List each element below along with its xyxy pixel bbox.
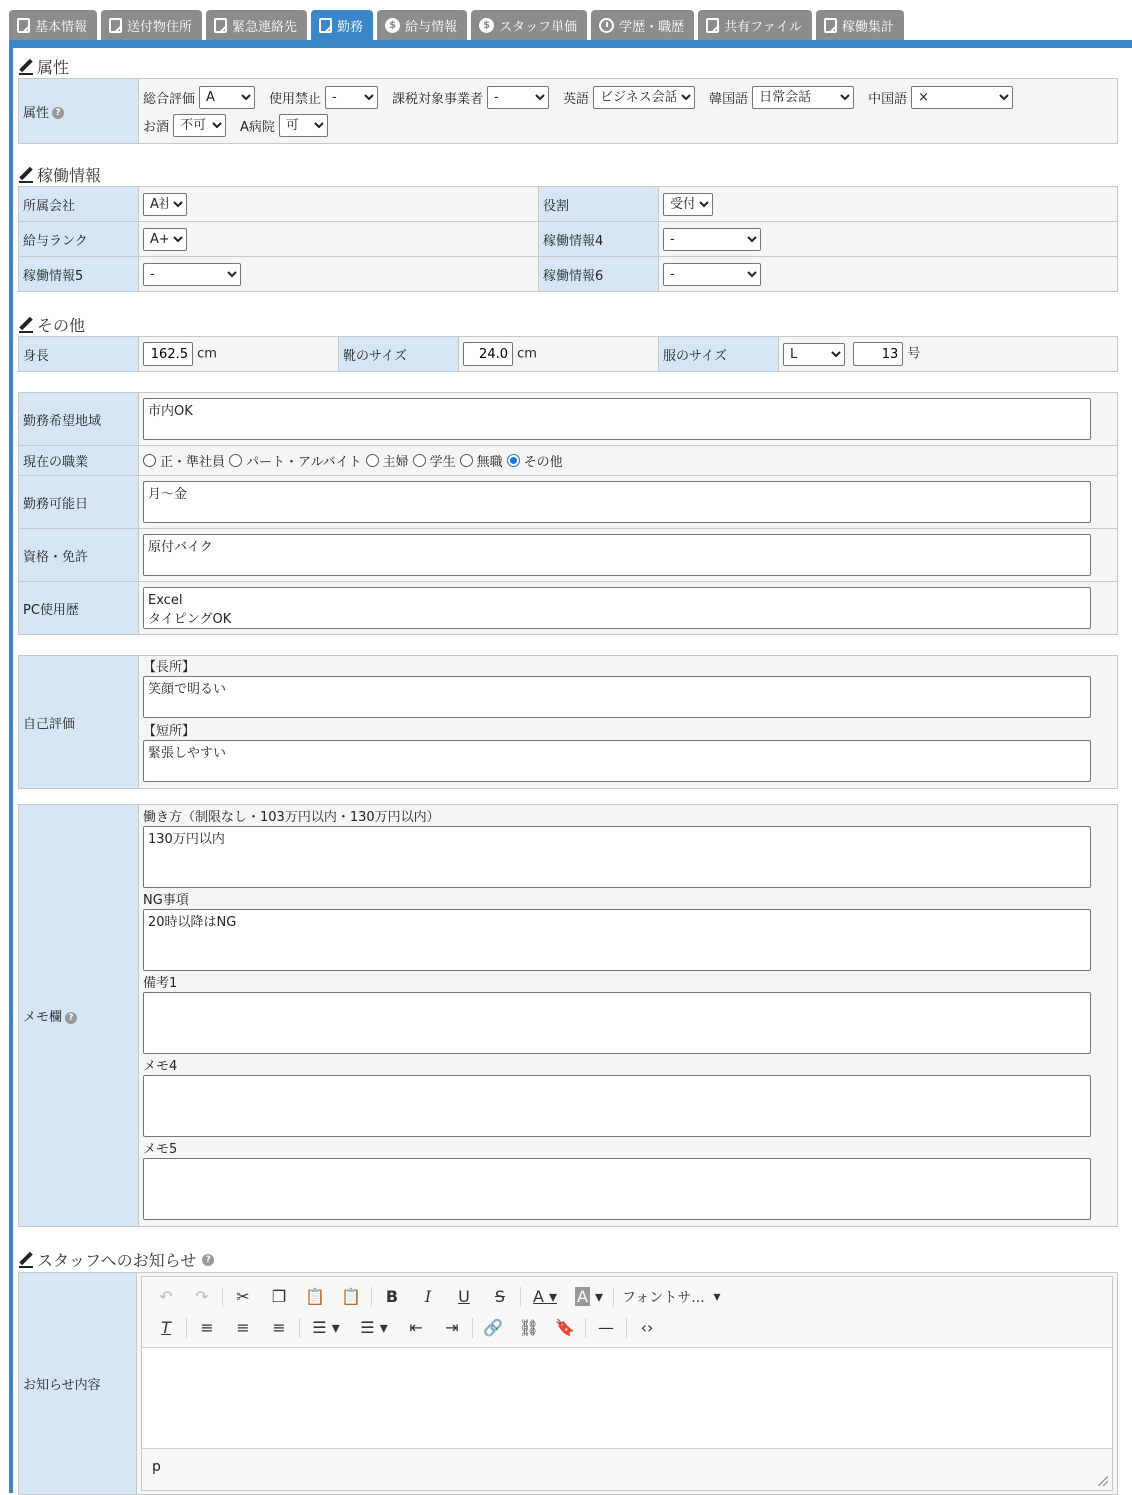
- paste-text-icon[interactable]: 📋: [341, 1287, 361, 1306]
- korean-select[interactable]: [752, 86, 854, 109]
- overall-rating-select[interactable]: [199, 86, 255, 109]
- clothes-size-label: 服のサイズ: [659, 337, 779, 372]
- chinese-select[interactable]: [911, 86, 1013, 109]
- horizontal-rule-icon[interactable]: —: [598, 1318, 614, 1337]
- tab-label: 稼働集計: [841, 19, 894, 35]
- license-label: 資格・免許: [19, 529, 139, 582]
- shoe-size-unit: cm: [517, 346, 537, 362]
- background-color-icon[interactable]: A ▾: [576, 1287, 604, 1306]
- help-icon[interactable]: ?: [65, 1012, 77, 1024]
- work-info5-label: 稼働情報5: [19, 257, 139, 292]
- help-icon[interactable]: ?: [202, 1254, 214, 1266]
- pencil-icon: [18, 167, 34, 183]
- strength-textarea[interactable]: [143, 676, 1091, 718]
- job-radio-0[interactable]: [143, 454, 156, 467]
- text-color-icon[interactable]: A ▾: [532, 1287, 558, 1306]
- paste-icon[interactable]: 📋: [305, 1287, 325, 1306]
- section-heading-notice: スタッフへのお知らせ ?: [18, 1248, 214, 1271]
- field-label: 中国語: [868, 91, 908, 107]
- bullet-list-icon[interactable]: ☰ ▾: [312, 1318, 340, 1337]
- area-textarea[interactable]: [143, 398, 1091, 440]
- tab-work[interactable]: [311, 10, 373, 40]
- dollar-icon: $: [385, 18, 400, 33]
- align-right-icon[interactable]: ≡: [272, 1318, 286, 1337]
- toolbar-separator: [520, 1287, 521, 1307]
- tab-education-career[interactable]: [591, 10, 694, 40]
- element-path[interactable]: p: [152, 1459, 161, 1475]
- pc-textarea[interactable]: [143, 587, 1091, 629]
- days-label: 勤務可能日: [19, 476, 139, 529]
- toolbar-separator: [613, 1287, 614, 1307]
- undo-icon[interactable]: ↶: [159, 1287, 173, 1306]
- field-label: 総合評価: [143, 91, 196, 107]
- tab-bar: [9, 10, 904, 40]
- align-center-icon[interactable]: ≡: [236, 1318, 250, 1337]
- shoe-size-label: 靴のサイズ: [339, 337, 459, 372]
- taxable-business-select[interactable]: [487, 86, 549, 109]
- align-left-icon[interactable]: ≡: [200, 1318, 214, 1337]
- company-select[interactable]: [143, 193, 187, 216]
- unlink-icon[interactable]: ⛓: [518, 1318, 540, 1337]
- tab-label: 共有ファイル: [724, 19, 802, 35]
- notice-table: [18, 1272, 1118, 1495]
- editor-statusbar: [142, 1448, 1112, 1490]
- toolbar-separator: [186, 1318, 187, 1338]
- tab-shared-files[interactable]: [698, 10, 812, 40]
- job-radio-5[interactable]: [507, 454, 520, 467]
- other-table: [18, 336, 1118, 372]
- field-label: 英語: [563, 91, 590, 107]
- rich-text-editor: [141, 1276, 1113, 1491]
- edit-icon: [706, 18, 719, 33]
- clothes-number-input[interactable]: [853, 342, 903, 366]
- clothes-size-select[interactable]: [783, 343, 845, 366]
- toolbar-separator: [371, 1287, 372, 1307]
- job-radio-3[interactable]: [413, 454, 426, 467]
- work-info-table: [18, 186, 1118, 292]
- copy-icon[interactable]: ❐: [271, 1287, 287, 1306]
- bold-icon[interactable]: B: [385, 1287, 399, 1306]
- pencil-icon: [18, 317, 34, 333]
- memo-label: メモ欄 ?: [19, 805, 139, 1227]
- height-input[interactable]: [143, 342, 193, 366]
- tab-label: 給与情報: [405, 19, 458, 35]
- clock-icon: [599, 18, 614, 33]
- cut-icon[interactable]: ✂: [236, 1287, 250, 1306]
- note1-textarea[interactable]: [143, 992, 1091, 1054]
- work-style-textarea[interactable]: [143, 826, 1091, 888]
- job-radio-2[interactable]: [366, 454, 379, 467]
- job-radio-4[interactable]: [460, 454, 473, 467]
- tab-label: 勤務: [337, 19, 364, 35]
- height-label: 身長: [19, 337, 139, 372]
- role-label: 役割: [539, 187, 659, 222]
- strength-label: 【長所】: [143, 660, 196, 675]
- memo5-label: メモ5: [143, 1141, 178, 1157]
- license-textarea[interactable]: [143, 534, 1091, 576]
- outdent-icon[interactable]: ⇤: [409, 1318, 423, 1337]
- pc-label: PC使用歴: [19, 582, 139, 635]
- tab-staff-rate[interactable]: [471, 10, 587, 40]
- toolbar-separator: [585, 1318, 586, 1338]
- edit-icon: [214, 18, 227, 33]
- tab-label: スタッフ単価: [499, 19, 578, 35]
- section-heading-other: その他: [18, 313, 85, 336]
- tab-label: 学歴・職歴: [619, 19, 685, 35]
- section-heading-attributes: 属性: [18, 55, 69, 78]
- job-radio-1[interactable]: [229, 454, 242, 467]
- area-label: 勤務希望地域: [19, 393, 139, 446]
- pencil-icon: [18, 1252, 34, 1268]
- dollar-icon: $: [479, 18, 494, 33]
- editor-content-area[interactable]: [142, 1348, 1112, 1448]
- edit-icon: [17, 18, 30, 33]
- tab-shipping-address[interactable]: [101, 10, 202, 40]
- work-info5-select[interactable]: [143, 263, 241, 286]
- tab-basic-info[interactable]: [9, 10, 97, 40]
- weakness-textarea[interactable]: [143, 740, 1091, 782]
- field-label: 使用禁止: [269, 91, 322, 107]
- toolbar-separator: [299, 1318, 300, 1338]
- work-info4-select[interactable]: [663, 228, 761, 251]
- attributes-table: [18, 78, 1118, 144]
- tab-label: 緊急連絡先: [232, 19, 298, 35]
- row-label: 属性 ?: [19, 79, 139, 144]
- shoe-size-input[interactable]: [463, 342, 513, 366]
- salary-rank-select[interactable]: [143, 228, 187, 251]
- underline-icon[interactable]: U: [458, 1287, 470, 1306]
- tab-label: 基本情報: [35, 19, 88, 35]
- numbered-list-icon[interactable]: ☰ ▾: [360, 1318, 388, 1337]
- help-icon[interactable]: ?: [52, 107, 64, 119]
- tab-label: 送付物住所: [127, 19, 193, 35]
- toolbar-separator: [626, 1318, 627, 1338]
- field-label: A病院: [240, 119, 275, 135]
- ng-label: NG事項: [143, 892, 189, 908]
- bookmark-icon[interactable]: 🔖: [555, 1318, 575, 1337]
- font-size-dropdown[interactable]: フォントサ... ▾: [622, 1288, 721, 1306]
- tab-work-summary[interactable]: [816, 10, 904, 40]
- work-info6-select[interactable]: [663, 263, 761, 286]
- section-heading-work-info: 稼働情報: [18, 163, 101, 186]
- note1-label: 備考1: [143, 975, 178, 991]
- ban-select[interactable]: [325, 86, 378, 109]
- italic-icon[interactable]: I: [424, 1287, 432, 1306]
- work-style-label: 働き方（制限なし・103万円以内・130万円以内）: [143, 809, 440, 825]
- source-code-icon[interactable]: ‹›: [640, 1318, 654, 1337]
- editor-toolbar: [142, 1277, 1112, 1348]
- alcohol-select[interactable]: [173, 114, 226, 137]
- salary-rank-label: 給与ランク: [19, 222, 139, 257]
- english-select[interactable]: [593, 86, 695, 109]
- link-icon[interactable]: 🔗: [483, 1318, 503, 1337]
- clothes-unit: 号: [907, 346, 921, 362]
- company-label: 所属会社: [19, 187, 139, 222]
- role-select[interactable]: [663, 193, 713, 216]
- toolbar-separator: [222, 1287, 223, 1307]
- pencil-icon: [18, 59, 34, 75]
- notice-label: お知らせ内容: [19, 1273, 137, 1495]
- self-eval-label: 自己評価: [19, 656, 139, 789]
- tab-salary-info[interactable]: [377, 10, 467, 40]
- memo4-label: メモ4: [143, 1058, 178, 1074]
- strikethrough-icon[interactable]: S: [494, 1287, 506, 1306]
- edit-icon: [109, 18, 122, 33]
- job-radio-group: 正・準社員 パート・アルバイト 主婦 学生 無職 その他: [143, 451, 563, 470]
- hospital-a-select[interactable]: [279, 114, 328, 137]
- toolbar-separator: [472, 1318, 473, 1338]
- work-info6-label: 稼働情報6: [539, 257, 659, 292]
- resize-handle-icon[interactable]: [1098, 1476, 1108, 1486]
- redo-icon[interactable]: ↷: [195, 1287, 209, 1306]
- work-info4-label: 稼働情報4: [539, 222, 659, 257]
- weakness-label: 【短所】: [143, 724, 196, 739]
- content-left-border: [9, 48, 13, 1493]
- field-label: 韓国語: [709, 91, 749, 107]
- work-prefs-table: [18, 392, 1118, 635]
- tab-emergency-contact[interactable]: [206, 10, 307, 40]
- indent-icon[interactable]: ⇥: [445, 1318, 459, 1337]
- self-eval-table: [18, 655, 1118, 789]
- days-textarea[interactable]: [143, 481, 1091, 523]
- edit-icon: [319, 18, 332, 33]
- edit-icon: [824, 18, 837, 33]
- memo-table: [18, 804, 1118, 1227]
- clear-format-icon[interactable]: T: [161, 1318, 171, 1337]
- height-unit: cm: [197, 346, 217, 362]
- memo4-textarea[interactable]: [143, 1075, 1091, 1137]
- field-label: お酒: [143, 119, 170, 135]
- memo5-textarea[interactable]: [143, 1158, 1091, 1220]
- ng-textarea[interactable]: [143, 909, 1091, 971]
- job-label: 現在の職業: [19, 446, 139, 476]
- tab-underline: [9, 40, 1132, 48]
- field-label: 課税対象事業者: [392, 91, 484, 107]
